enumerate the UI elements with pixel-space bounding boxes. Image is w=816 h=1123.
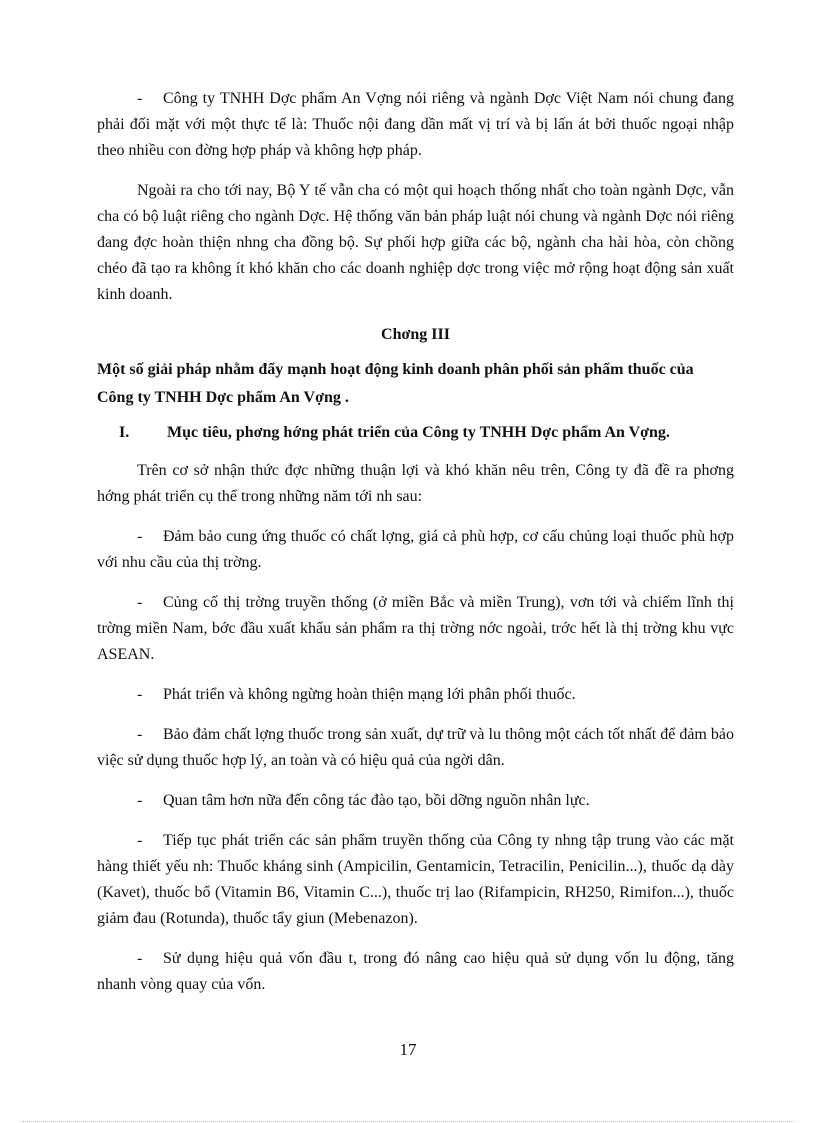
list-item: [97, 828, 734, 932]
list-item-text: Đảm bảo cung ứng thuốc có chất lợng, giá cả phù hợp, cơ cấu chủng loại thuốc phù hợp với nhu cầu của thị trờng.: [97, 528, 734, 571]
bullet-dash: -: [137, 950, 143, 967]
list-item-text: Quan tâm hơn nữa đến công tác đào tạo, bồi dỡng nguồn nhân lực.: [163, 792, 590, 809]
paragraph-bullet-intro: [97, 86, 734, 164]
list-item: [97, 946, 734, 998]
list-item-text: Củng cố thị trờng truyền thống (ở miền Bắc và miền Trung), vơn tới và chiếm lĩnh thị trờng miền Nam, bớc đầu xuất khẩu sản phẩm ra thị trờng nớc ngoài, trớc hết là thị trờng khu vực ASEAN.: [97, 594, 734, 663]
bullet-dash: -: [137, 792, 143, 809]
list-item: [97, 722, 734, 774]
chapter-heading: Chơng III: [381, 326, 450, 343]
section-number: I.: [119, 424, 130, 441]
list-item: [97, 682, 734, 708]
list-item-text: Bảo đảm chất lợng thuốc trong sản xuất, dự trữ và lu thông một cách tốt nhất để đảm bảo việc sử dụng thuốc hợp lý, an toàn và có hiệu quả của ngời dân.: [97, 726, 734, 769]
intro-paragraph: Trên cơ sở nhận thức đợc những thuận lợi và khó khăn nêu trên, Công ty đã đề ra phơng hớng phát triển cụ thể trong những năm tới nh sau:: [97, 462, 734, 505]
chapter-title: Một số giải pháp nhằm đẩy mạnh hoạt động kinh doanh phân phối sản phẩm thuốc của Công ty TNHH Dợc phẩm An Vợng .: [97, 361, 694, 406]
page-bottom-divider: [22, 1121, 794, 1122]
list-item: [97, 590, 734, 668]
bullet-dash: -: [137, 594, 143, 611]
paragraph-text: Công ty TNHH Dợc phẩm An Vợng nói riêng và ngành Dợc Việt Nam nói chung đang phải đối mặt với một thực tế là: Thuốc nội đang dần mất vị trí và bị lấn át bởi thuốc ngoại nhập theo nhiều con đờng hợp pháp và không hợp pháp.: [97, 90, 734, 159]
paragraph-context: Ngoài ra cho tới nay, Bộ Y tế vẫn cha có một qui hoạch thống nhất cho toàn ngành Dợc, vẫn cha có bộ luật riêng cho ngành Dợc. Hệ thống văn bản pháp luật nói chung và ngành Dợc nói riêng đang đợc hoàn thiện nhng cha đồng bộ. Sự phối hợp giữa các bộ, ngành cha hài hòa, còn chồng chéo đã tạo ra không ít khó khăn cho các doanh nghiệp dợc trong việc mở rộng hoạt động sản xuất kinh doanh.: [97, 182, 734, 303]
page-number: 17: [399, 1040, 417, 1059]
bullet-dash: -: [137, 686, 143, 703]
section-heading: [97, 420, 734, 446]
bullet-dash: -: [137, 90, 143, 107]
list-item: [97, 788, 734, 814]
bullet-dash: -: [137, 726, 143, 743]
list-item: [97, 524, 734, 576]
bullet-dash: -: [137, 832, 143, 849]
page-content: [97, 86, 734, 1012]
section-title: Mục tiêu, phơng hớng phát triển của Công ty TNHH Dợc phẩm An Vợng.: [167, 424, 670, 441]
list-item-text: Sử dụng hiệu quả vốn đầu t, trong đó nâng cao hiệu quả sử dụng vốn lu động, tăng nhanh vòng quay của vốn.: [97, 950, 734, 993]
list-item-text: Tiếp tục phát triển các sản phẩm truyền thống của Công ty nhng tập trung vào các mặt hàng thiết yếu nh: Thuốc kháng sinh (Ampicilin, Gentamicin, Tetracilin, Penicilin...), thuốc dạ dày (Kavet), thuốc bổ (Vitamin B6, Vitamin C...), thuốc trị lao (Rifampicin, RH250, Rimifon...), thuốc giảm đau (Rotunda), thuốc tẩy giun (Mebenazon).: [97, 832, 734, 927]
list-item-text: Phát triển và không ngừng hoàn thiện mạng lới phân phối thuốc.: [163, 686, 576, 703]
bullet-dash: -: [137, 528, 143, 545]
